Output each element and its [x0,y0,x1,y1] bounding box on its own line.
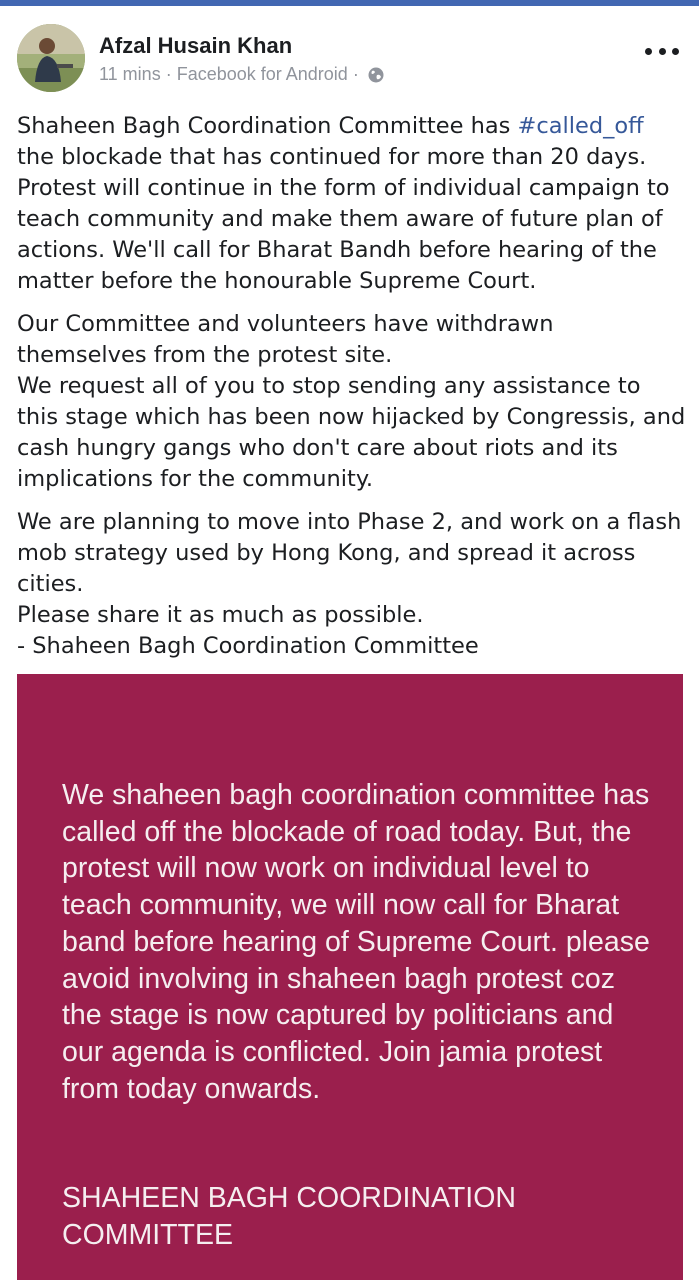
post-header [0,6,699,106]
avatar-photo [17,24,85,92]
paragraph-text: - Shaheen Bagh Coordination Committee [17,633,479,659]
hashtag-link[interactable]: #called_off [517,113,644,139]
paragraph-text: Please share it as much as possible. [17,602,424,628]
meta-separator: · [352,64,359,84]
meta-separator: · [165,64,172,84]
image-signature: SHAHEEN BAGH COORDINATION COMMITTEE [62,1182,516,1251]
avatar[interactable] [17,24,85,92]
paragraph-text: Our Committee and volunteers have withdrawn themselves from the protest site. [17,311,554,368]
paragraph-text: We request all of you to stop sending any assistance to this stage which has been now hijacked by Congressis, and cash hungry gangs who don't care about riots and its implications for the community. [17,373,686,492]
more-options-icon[interactable] [645,43,679,59]
post-image[interactable] [17,674,683,1280]
image-statement: We shaheen bagh coordination committee has called off the blockade of road today. But, the protest will now work on individual level to teach community, we will now call for Bharat band before hearing of Supreme Court. please avoid involving in shaheen bagh protest coz the stage is now captured by politicians and our agenda is conflicted. Join jamia protest from today onwards. [62,779,650,1105]
post-paragraph [17,507,687,662]
post-meta [99,64,384,85]
globe-icon[interactable] [368,67,384,83]
post-paragraph [17,111,687,297]
paragraph-text: Shaheen Bagh Coordination Committee has [17,113,518,139]
paragraph-text: We are planning to move into Phase 2, and work on a flash mob strategy used by Hong Kong, and spread it across cities. [17,509,682,597]
post-text [17,111,687,674]
author-name[interactable]: Afzal Husain Khan [99,33,293,58]
post-paragraph [17,309,687,495]
post-time[interactable]: 11 mins [99,64,161,84]
paragraph-text: the blockade that has continued for more than 20 days. Protest will continue in the form of individual campaign to teach community and make them aware of future plan of actions. We'll call for Bharat Bandh before hearing of the matter before the honourable Supreme Court. [17,144,670,294]
post-source: Facebook for Android [176,64,348,84]
